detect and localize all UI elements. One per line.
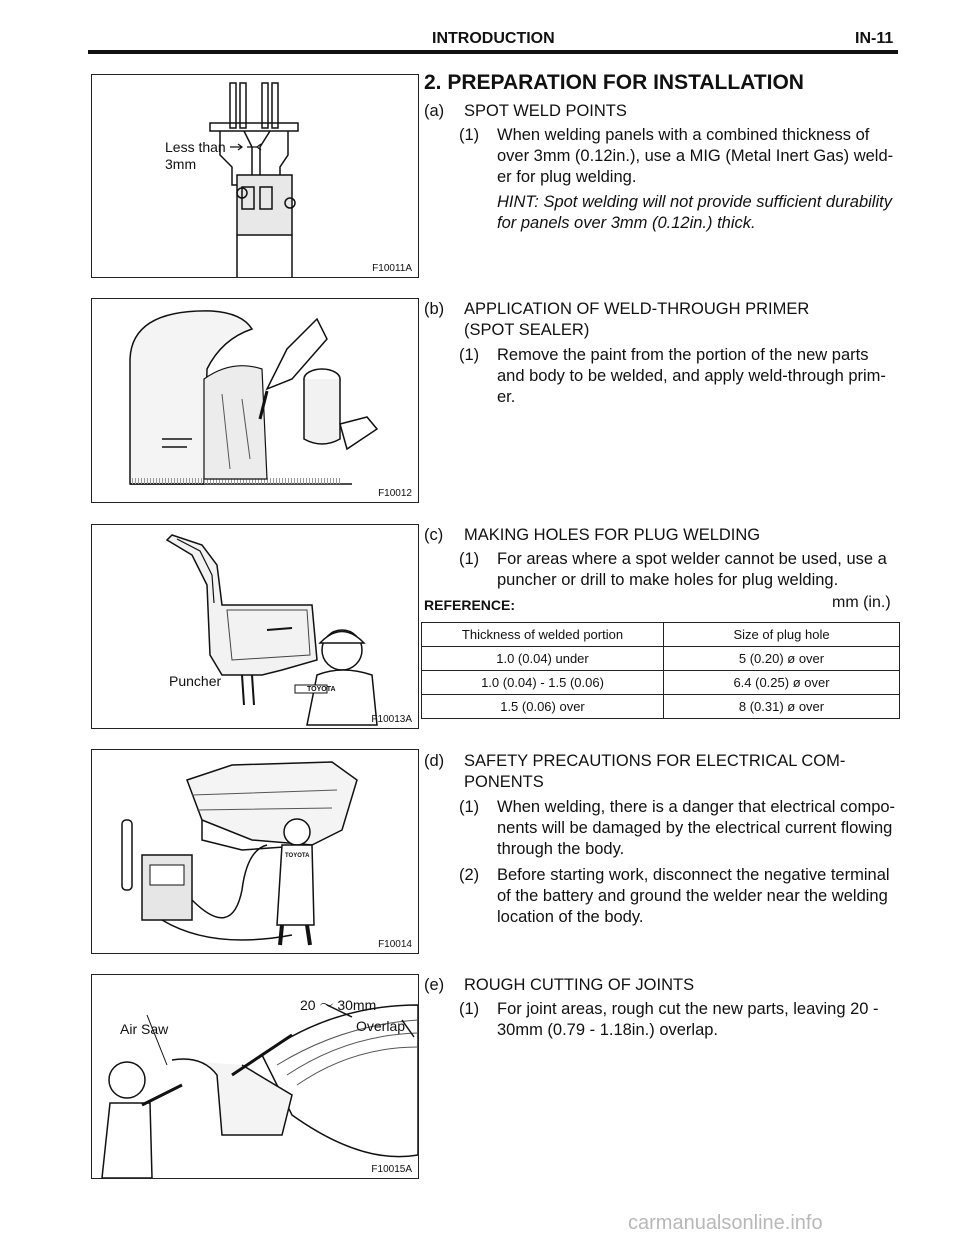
item-b-label: (b) [424,300,445,318]
page-number: IN-11 [855,30,894,47]
figure-id: F10014 [378,939,412,950]
step-line: er. [497,388,516,406]
plug-hole-table [421,622,900,719]
callout-less-than: Less than [165,139,226,155]
item-e-heading: ROUGH CUTTING OF JOINTS [464,976,695,994]
welder-car-illustration [92,750,418,953]
header-rule [88,50,898,54]
item-b-heading-cont: (SPOT SEALER) [464,321,590,339]
item-a-hint [497,192,897,234]
step-line: of the battery and ground the welder near the welding [497,887,888,905]
item-d-step1 [497,797,897,860]
spot-welder-illustration [92,75,418,277]
item-d-step1-num: (1) [459,798,480,816]
callout-3mm: 3mm [165,156,197,172]
figure-electrical [91,749,419,954]
item-c-label: (c) [424,526,444,544]
step-line: through the body. [497,840,625,858]
figure-id: F10011A [372,263,412,274]
figure-id: F10012 [378,488,412,499]
primer-application-illustration [92,299,418,502]
figure-primer [91,298,419,503]
step-line: Remove the paint from the portion of the new parts [497,346,869,364]
table-row [422,695,900,719]
item-b-step [497,345,897,408]
step-line: puncher or drill to make holes for plug welding. [497,571,839,589]
figure-id: F10015A [371,1164,412,1175]
item-c-step [497,549,897,591]
step-line: er for plug welding. [497,168,637,186]
step-line: nents will be damaged by the electrical current flowing [497,819,893,837]
table-cell: 8 (0.31) ø over [664,695,900,719]
table-cell: 6.4 (0.25) ø over [664,671,900,695]
item-b-step-num: (1) [459,346,480,364]
item-a-step-num: (1) [459,126,480,144]
figure-puncher [91,524,419,729]
header-title: INTRODUCTION [432,30,555,47]
step-line: When welding, there is a danger that electrical compo- [497,798,896,816]
puncher-illustration [92,525,418,728]
item-a-step [497,125,897,188]
item-d-heading: SAFETY PRECAUTIONS FOR ELECTRICAL COM- [464,752,846,770]
reference-unit: mm (in.) [832,594,891,611]
item-c-step-num: (1) [459,550,480,568]
item-d-step2-num: (2) [459,866,480,884]
item-d-heading-cont: PONENTS [464,773,544,791]
table-cell: 5 (0.20) ø over [664,647,900,671]
callout-puncher: Puncher [169,673,222,689]
step-line: 30mm (0.79 - 1.18in.) overlap. [497,1021,719,1039]
hint-line: HINT: Spot welding will not provide sufficient durability [497,193,892,211]
item-e-step-num: (1) [459,1000,480,1018]
callout-air-saw: Air Saw [120,1021,169,1037]
table-header: Size of plug hole [664,623,900,647]
table-row [422,647,900,671]
item-b-heading: APPLICATION OF WELD-THROUGH PRIMER [464,300,810,318]
figure-spot-weld [91,74,419,278]
item-a-heading: SPOT WELD POINTS [464,102,627,120]
item-c-heading: MAKING HOLES FOR PLUG WELDING [464,526,761,544]
step-line: For joint areas, rough cut the new parts, leaving 20 - [497,1000,879,1018]
step-line: over 3mm (0.12in.), use a MIG (Metal Inert Gas) weld- [497,147,894,165]
item-d-step2 [497,865,897,928]
step-line: Before starting work, disconnect the negative terminal [497,866,890,884]
item-d-label: (d) [424,752,445,770]
table-row [422,671,900,695]
item-e-label: (e) [424,976,445,994]
step-line: location of the body. [497,908,644,926]
table-cell: 1.0 (0.04) - 1.5 (0.06) [422,671,664,695]
step-line: For areas where a spot welder cannot be used, use a [497,550,887,568]
hint-line: for panels over 3mm (0.12in.) thick. [497,214,756,232]
toyota-logo: TOYOTA [285,853,310,859]
table-header-row [422,623,900,647]
section-title: 2. PREPARATION FOR INSTALLATION [424,71,804,94]
figure-rough-cutting [91,974,419,1179]
item-a-label: (a) [424,102,445,120]
reference-label: REFERENCE: [424,597,516,613]
item-e-step [497,999,897,1041]
table-header: Thickness of welded portion [422,623,664,647]
step-line: When welding panels with a combined thickness of [497,126,870,144]
table-cell: 1.0 (0.04) under [422,647,664,671]
table-cell: 1.5 (0.06) over [422,695,664,719]
step-line: and body to be welded, and apply weld-through prim- [497,367,886,385]
figure-id: F10013A [371,714,412,725]
callout-overlap: Overlap [356,1018,406,1034]
watermark: carmanualsonline.info [628,1212,823,1234]
toyota-logo: TOYOTA [307,686,336,693]
callout-dimension: 20 ～ 30mm [300,997,377,1013]
